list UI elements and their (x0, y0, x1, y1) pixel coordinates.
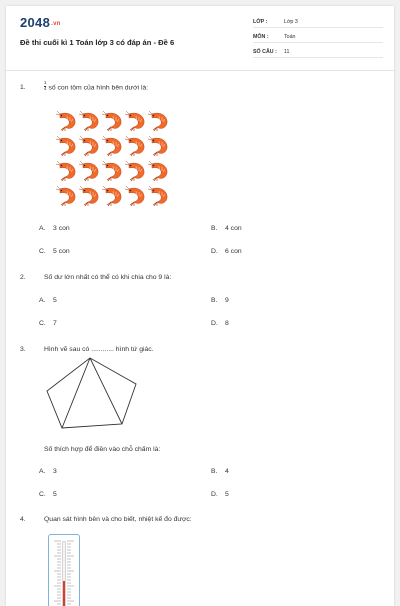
shrimp-icon (56, 110, 78, 132)
option-2d[interactable]: D. 8 (211, 320, 229, 327)
thermometer-drawing (49, 535, 79, 606)
shrimp-icon (125, 160, 147, 182)
shrimp-icon (148, 110, 170, 132)
worksheet-header (6, 6, 394, 71)
question-number: 3. (20, 346, 26, 353)
option-1a[interactable]: A. 3 con (39, 225, 70, 232)
pentagon-outline (47, 358, 136, 428)
shrimp-icon (148, 185, 170, 207)
question-subtext: Số thích hợp để điền vào chỗ chấm là: (44, 446, 161, 453)
shrimp-icon (102, 185, 124, 207)
question-text: Quan sát hình bên và cho biết, nhiệt kế đo được: (44, 516, 192, 523)
meta-value: Toán (284, 34, 296, 40)
option-3c[interactable]: C. 5 (39, 491, 57, 498)
shrimp-icon (102, 160, 124, 182)
option-3b[interactable]: B. 4 (211, 468, 229, 475)
shrimp-icon (79, 185, 101, 207)
shrimp-icon (56, 160, 78, 182)
meta-question-count (253, 45, 383, 58)
option-2a[interactable]: A. 5 (39, 297, 57, 304)
meta-value: 11 (284, 49, 290, 55)
shrimp-icon (102, 110, 124, 132)
shrimp-icon (125, 110, 147, 132)
worksheet-page (6, 6, 394, 606)
option-1d[interactable]: D. 6 con (211, 248, 242, 255)
option-3d[interactable]: D. 5 (211, 491, 229, 498)
shrimp-icon (125, 185, 147, 207)
page-title: Đề thi cuối kì 1 Toán lớp 3 có đáp án - Đề 6 (20, 38, 175, 47)
fraction: $\frac{1}{4}$ (44, 80, 47, 91)
meta-label: MÔN : (253, 34, 269, 40)
option-3a[interactable]: A. 3 (39, 468, 57, 475)
logo-suffix: .vn (51, 21, 61, 27)
meta-value: Lớp 3 (284, 19, 298, 25)
logo-text: 2048 (20, 15, 51, 30)
shrimp-icon (79, 110, 101, 132)
quadrilateral-figure (44, 356, 139, 436)
option-2b[interactable]: B. 9 (211, 297, 229, 304)
figure-line (90, 358, 122, 424)
question-number: 1. (20, 84, 26, 91)
question-text: Hình vẽ sau có ............ hình tứ giác. (44, 346, 154, 353)
meta-label: LỚP : (253, 19, 268, 25)
meta-grade (253, 15, 383, 28)
question-number: 4. (20, 516, 26, 523)
meta-subject (253, 30, 383, 43)
question-text: Số dư lớn nhất có thể có khi chia cho 9 là: (44, 274, 172, 281)
question-number: 2. (20, 274, 26, 281)
option-2c[interactable]: C. 7 (39, 320, 57, 327)
shrimp-icon (125, 135, 147, 157)
shrimp-icon (148, 160, 170, 182)
shrimp-icon (102, 135, 124, 157)
shrimp-icon (148, 135, 170, 157)
shrimp-icon (56, 135, 78, 157)
shrimp-icon (79, 135, 101, 157)
shrimp-icon (56, 185, 78, 207)
meta-label: SỐ CÂU : (253, 49, 277, 55)
question-text: $\frac{1}{4}$ số con tôm của hình bên dưới là: (44, 80, 149, 92)
option-1c[interactable]: C. 5 con (39, 248, 70, 255)
thermometer-fluid (63, 581, 65, 606)
option-1b[interactable]: B. 4 con (211, 225, 242, 232)
thermometer-icon (48, 534, 80, 606)
shrimp-icon (79, 160, 101, 182)
site-logo[interactable] (20, 15, 61, 30)
